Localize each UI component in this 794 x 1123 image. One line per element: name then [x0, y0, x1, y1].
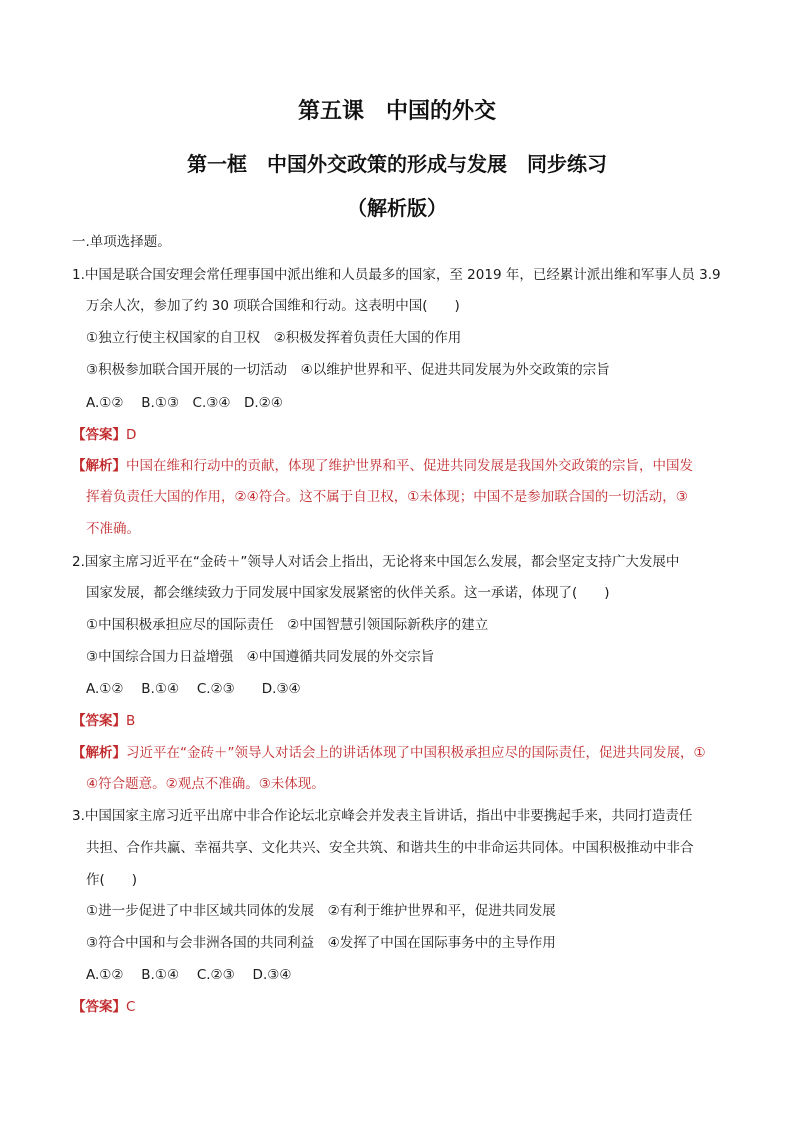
question-stem-line: 国家发展，都会继续致力于同发展中国家发展紧密的伙伴关系。这一承诺，体现了( )	[86, 585, 610, 601]
section-subtitle: 第一框 中国外交政策的形成与发展 同步练习	[187, 152, 607, 176]
analysis-row	[72, 456, 693, 476]
statement-line: ③符合中国和与会非洲各国的共同利益 ④发挥了中国在国际事务中的主导作用	[86, 935, 556, 951]
section-heading: 一.单项选择题。	[72, 234, 171, 250]
question-stem-line: 1.中国是联合国安理会常任理事国中派出维和人员最多的国家，至 2019 年，已经累计派出维和军事人员 3.9	[72, 267, 721, 283]
question-stem-line: 作( )	[86, 872, 138, 888]
answer-row	[72, 425, 136, 445]
answer-value: C	[126, 999, 136, 1015]
statement-line: ①独立行使主权国家的自卫权 ②积极发挥着负责任大国的作用	[86, 330, 462, 346]
question-stem-line: 2.国家主席习近平在“金砖＋”领导人对话会上指出，无论将来中国怎么发展，都会坚定支持广大发展中	[72, 554, 680, 570]
statement-line: ③积极参加联合国开展的一切活动 ④以维护世界和平、促进共同发展为外交政策的宗旨	[86, 362, 610, 378]
statement-line: ①进一步促进了中非区域共同体的发展 ②有利于维护世界和平，促进共同发展	[86, 903, 556, 919]
answer-value: D	[126, 427, 137, 443]
analysis-text: 习近平在“金砖＋”领导人对话会上的讲话体现了中国积极承担应尽的国际责任，促进共同发展，①	[126, 745, 706, 761]
analysis-text: 挥着负责任大国的作用，②④符合。这不属于自卫权，①未体现；中国不是参加联合国的一切活动，③	[86, 489, 688, 505]
analysis-text: 中国在维和行动中的贡献，体现了维护世界和平、促进共同发展是我国外交政策的宗旨，中国发	[126, 458, 693, 474]
analysis-text: ④符合题意。②观点不准确。③未体现。	[86, 776, 325, 792]
answer-tag: 【答案】	[72, 999, 126, 1015]
edition-label: （解析版）	[347, 196, 447, 220]
answer-tag: 【答案】	[72, 713, 126, 729]
question-stem-line: 3.中国国家主席习近平出席中非合作论坛北京峰会并发表主旨讲话，指出中非要携起手来，共同打造责任	[72, 808, 693, 824]
analysis-row	[72, 743, 706, 763]
question-stem-line: 万余人次，参加了约 30 项联合国维和行动。这表明中国( )	[86, 298, 460, 314]
question-stem-line: 共担、合作共赢、幸福共享、文化共兴、安全共筑、和谐共生的中非命运共同体。中国积极推动中非合	[86, 840, 694, 856]
analysis-tag: 【解析】	[72, 745, 126, 761]
answer-row	[72, 997, 135, 1017]
analysis-text: 不准确。	[86, 521, 140, 537]
answer-row	[72, 711, 135, 731]
statement-line: ①中国积极承担应尽的国际责任 ②中国智慧引领国际新秩序的建立	[86, 617, 489, 633]
answer-choices: A.①② B.①③ C.③④ D.②④	[86, 395, 283, 411]
lesson-title: 第五课 中国的外交	[297, 98, 496, 124]
analysis-tag: 【解析】	[72, 458, 126, 474]
answer-tag: 【答案】	[72, 427, 126, 443]
answer-choices: A.①② B.①④ C.②③ D.③④	[86, 967, 292, 983]
answer-choices: A.①② B.①④ C.②③ D.③④	[86, 681, 301, 697]
answer-value: B	[126, 713, 136, 729]
statement-line: ③中国综合国力日益增强 ④中国遵循共同发展的外交宗旨	[86, 649, 435, 665]
